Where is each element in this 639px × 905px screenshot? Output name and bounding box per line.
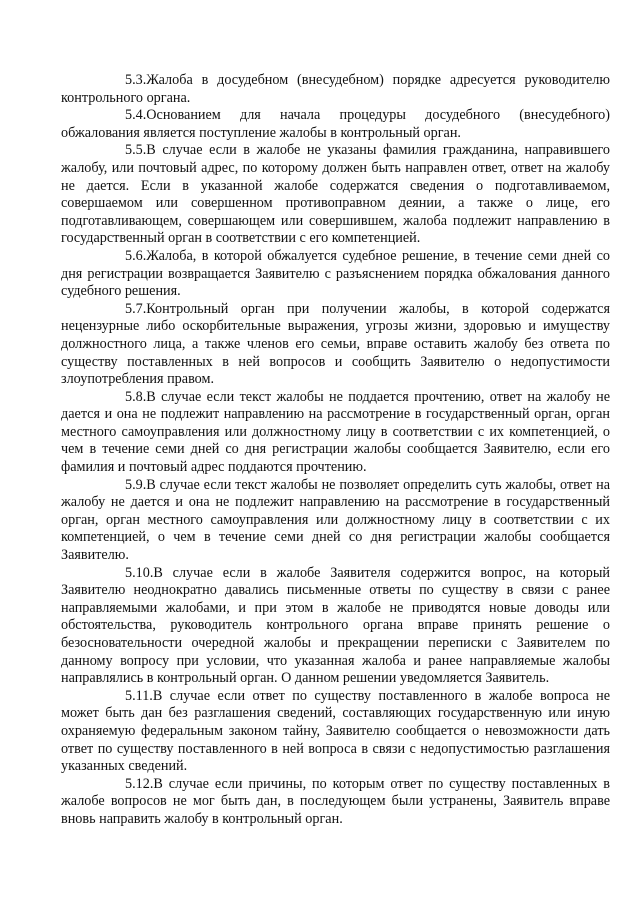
paragraph-text: В случае если в жалобе Заявителя содержится вопрос, на который Заявителю неоднократно давались письменные ответы по существу в связи с ранее направляемыми жалобами, и при этом в жалобе не приводятся новые доводы или обстоятельства, руководитель контрольного органа вправе принять решение о безосновательности очередной жалобы и прекращении переписки с Заявителем по данному вопросу при условии, что указанная жалоба и ранее направляемые жалобы направлялись в контрольный орган. О данном решении уведомляется Заявитель. xyxy=(61,564,610,687)
paragraph-number: 5.8. xyxy=(125,388,147,405)
paragraph-text: В случае если текст жалобы не поддается прочтению, ответ на жалобу не дается и она не подлежит направлению на рассмотрение в государственный орган, орган местного самоуправления или должностному лицу в соответствии с их компетенцией, о чем в течение семи дней со дня регистрации жалобы сообщается Заявителю, если его фамилия и почтовый адрес поддаются прочтению. xyxy=(61,388,610,476)
paragraph-number: 5.7. xyxy=(125,300,147,317)
paragraph-5-8 xyxy=(61,389,610,477)
paragraph-text: В случае если текст жалобы не позволяет определить суть жалобы, ответ на жалобу не дается и она не подлежит направлению на рассмотрение в государственный орган, орган местного самоуправления или должностному лицу в соответствии с их компетенцией, о чем в течение семи дней со дня регистрации жалобы сообщается Заявителю. xyxy=(61,476,610,564)
paragraph-text: Жалоба в досудебном (внесудебном) порядке адресуется руководителю контрольного органа. xyxy=(61,72,610,106)
paragraph-number: 5.11. xyxy=(125,687,153,704)
paragraph-number: 5.5. xyxy=(125,142,147,159)
paragraph-text: В случае если в жалобе не указаны фамилия гражданина, направившего жалобу, или почтовый адрес, по которому должен быть направлен ответ, ответ на жалобу не дается. Если в указанной жалобе содержатся сведения о подготавливаемом, совершаемом или совершенном противоправном деянии, а также о лице, его подготавливающем, совершающем или совершившем, жалоба подлежит направлению в государственный орган в соответствии с его компетенцией. xyxy=(61,142,610,247)
paragraph-5-6 xyxy=(61,248,610,301)
paragraph-text: В случае если ответ по существу поставленного в жалобе вопроса не может быть дан без разглашения сведений, составляющих государственную или иную охраняемую федеральным законом тайну, Заявителю сообщается о невозможности дать ответ по существу поставленного в ней вопроса в связи с недопустимостью разглашения указанных сведений. xyxy=(61,687,610,775)
paragraph-5-9 xyxy=(61,477,610,565)
paragraph-5-10 xyxy=(61,565,610,688)
paragraph-5-5 xyxy=(61,142,610,248)
paragraph-5-3 xyxy=(61,72,610,107)
paragraph-number: 5.10. xyxy=(125,564,154,581)
paragraph-text: Контрольный орган при получении жалобы, в которой содержатся нецензурные либо оскорбительные выражения, угрозы жизни, здоровью и имуществу должностного лица, а также членов его семьи, вправе оставить жалобу без ответа по существу поставленных в ней вопросов и сообщить Заявителю о недопустимости злоупотребления правом. xyxy=(61,300,610,388)
paragraph-number: 5.3. xyxy=(125,72,147,88)
document-page xyxy=(61,72,610,829)
paragraph-text: Жалоба, в которой обжалуется судебное решение, в течение семи дней со дня регистрации возвращается Заявителю с разъяснением порядка обжалования данного судебного решения. xyxy=(61,247,610,300)
paragraph-text: Основанием для начала процедуры досудебного (внесудебного) обжалования является поступление жалобы в контрольный орган. xyxy=(61,107,610,141)
paragraph-number: 5.12. xyxy=(125,775,154,792)
paragraph-5-4 xyxy=(61,107,610,142)
paragraph-5-12 xyxy=(61,776,610,829)
paragraph-number: 5.6. xyxy=(125,247,147,264)
paragraph-number: 5.4. xyxy=(125,107,147,124)
paragraph-number: 5.9. xyxy=(125,476,147,493)
paragraph-5-7 xyxy=(61,301,610,389)
paragraph-5-11 xyxy=(61,688,610,776)
paragraph-text: В случае если причины, по которым ответ по существу поставленных в жалобе вопросов не мог быть дан, в последующем были устранены, Заявитель вправе вновь направить жалобу в контрольный орган. xyxy=(61,775,610,827)
